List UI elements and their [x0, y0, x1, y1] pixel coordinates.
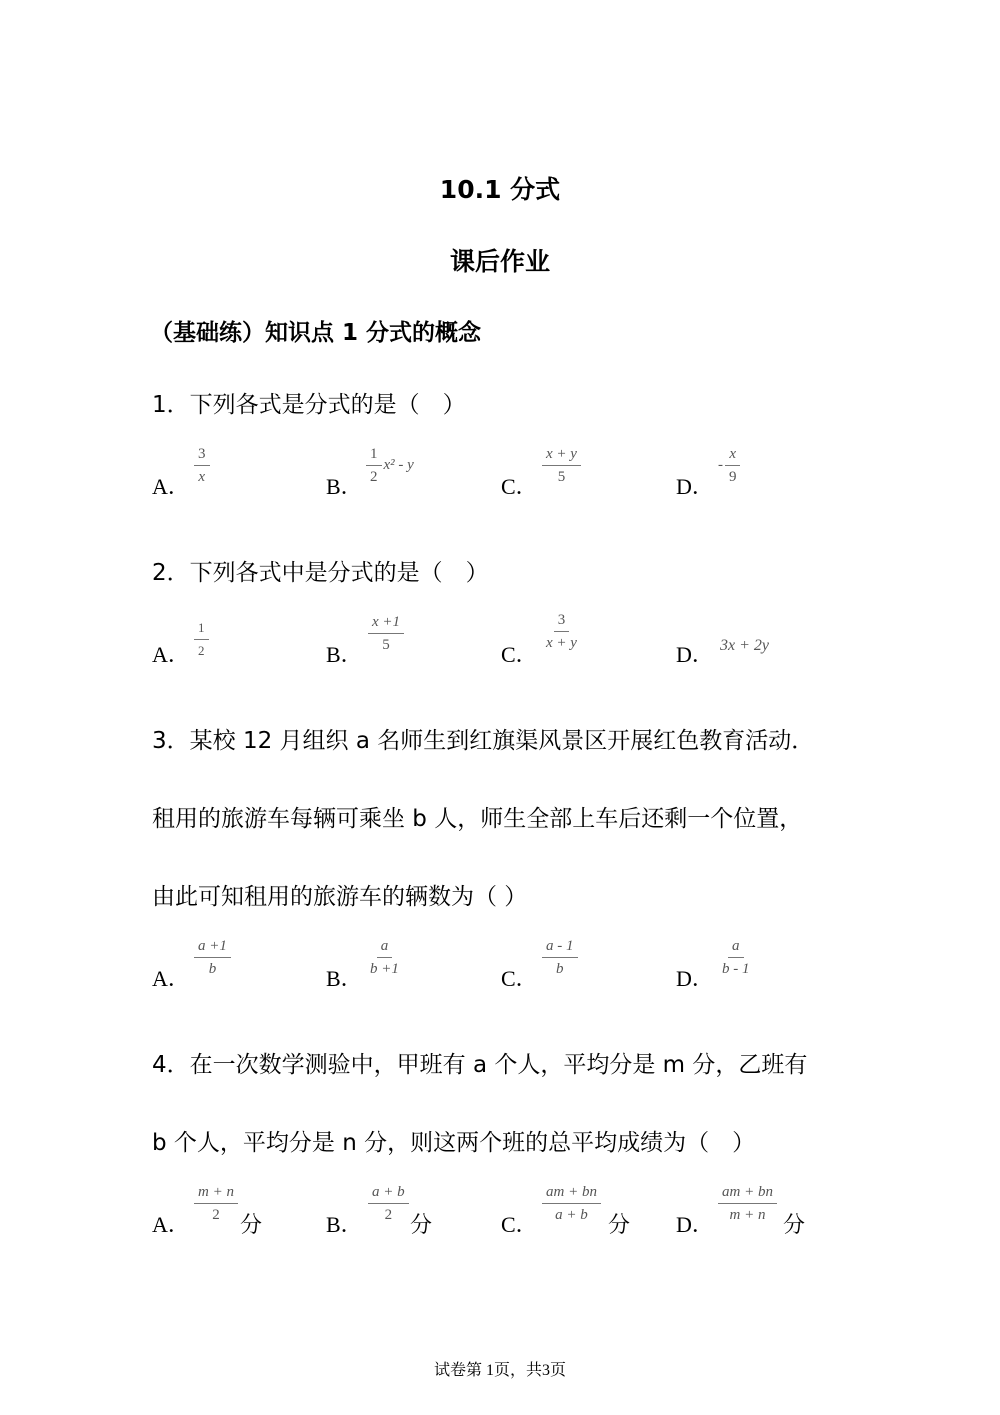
question-3-stem-line-1: 3．某校 12 月组织 a 名师生到红旗渠风景区开展红色教育活动．	[152, 728, 815, 754]
option-a-label[interactable]: A．	[152, 1212, 190, 1237]
option-d-expression: 3x + 2y	[720, 637, 769, 654]
document-title: 10.1 分式	[439, 175, 561, 204]
page-footer: 试卷第 1页，共3页	[433, 1362, 566, 1379]
question-3-stem-line-2: 租用的旅游车每辆可乘坐 b 人，师生全部上车后还剩一个位置，	[152, 806, 803, 832]
option-d-expression: $\frac{a}{b - 1}$	[722, 938, 750, 977]
question-3-stem-line-3: 由此可知租用的旅游车的辆数为（ ）	[152, 884, 528, 910]
document-subtitle: 课后作业	[449, 247, 550, 276]
option-c-label[interactable]: C．	[501, 474, 538, 499]
option-a-expression: $\frac{a +1}{b}$	[194, 938, 231, 977]
option-a-label[interactable]: A．	[152, 474, 190, 499]
question-4-stem-line-1: 4．在一次数学测验中，甲班有 a 个人，平均分是 m 分，乙班有	[152, 1052, 808, 1078]
option-a-label[interactable]: A．	[152, 966, 190, 991]
option-b-label[interactable]: B．	[326, 642, 363, 667]
option-c-label[interactable]: C．	[501, 642, 538, 667]
option-c-label[interactable]: C．	[501, 966, 538, 991]
option-d-label[interactable]: D．	[676, 474, 714, 499]
option-d-expression: $\frac{am + bn}{m + n}$	[718, 1184, 777, 1223]
option-a-label[interactable]: A．	[152, 642, 190, 667]
option-b-expression: $\frac{a}{b +1}$	[370, 938, 399, 977]
option-c-expression: $\frac{x + y}{5}$	[542, 446, 581, 485]
option-c-expression: $\frac{3}{x + y}$	[546, 612, 577, 651]
option-a-expression: $\frac{m + n}{2}$	[194, 1184, 238, 1223]
option-c-expression: $\frac{am + bn}{a + b}$	[542, 1184, 601, 1223]
option-d-label[interactable]: D．	[676, 966, 714, 991]
option-b-expression: $\frac{a + b}{2}$	[368, 1184, 409, 1223]
question-1-stem: 1．下列各式是分式的是（ ）	[152, 392, 466, 418]
option-b-expression: $\frac{x +1}{5}$	[368, 614, 404, 653]
option-c-expression: $\frac{a - 1}{b}$	[542, 938, 578, 977]
question-4-stem-line-2: b 个人，平均分是 n 分，则这两个班的总平均成绩为（ ）	[152, 1130, 756, 1156]
question-2-stem: 2．下列各式中是分式的是（ ）	[152, 560, 489, 586]
option-c-label[interactable]: C．	[501, 1212, 538, 1237]
option-c-unit: 分	[608, 1213, 631, 1238]
option-b-unit: 分	[410, 1213, 433, 1238]
section-heading: （基础练）知识点 1 分式的概念	[150, 320, 482, 346]
option-b-label[interactable]: B．	[326, 474, 363, 499]
option-b-label[interactable]: B．	[326, 1212, 363, 1237]
option-a-unit: 分	[240, 1213, 263, 1238]
option-d-expression: - $\frac{x}{9}$	[718, 446, 741, 485]
option-b-label[interactable]: B．	[326, 966, 363, 991]
option-a-expression: $\frac{1}{2}$	[194, 620, 209, 659]
option-d-label[interactable]: D．	[676, 642, 714, 667]
option-a-expression: $\frac{3}{x}$	[194, 446, 210, 485]
option-b-expression: $\frac{1}{2}$ x² - y	[366, 446, 414, 485]
option-d-label[interactable]: D．	[676, 1212, 714, 1237]
option-d-unit: 分	[783, 1213, 806, 1238]
